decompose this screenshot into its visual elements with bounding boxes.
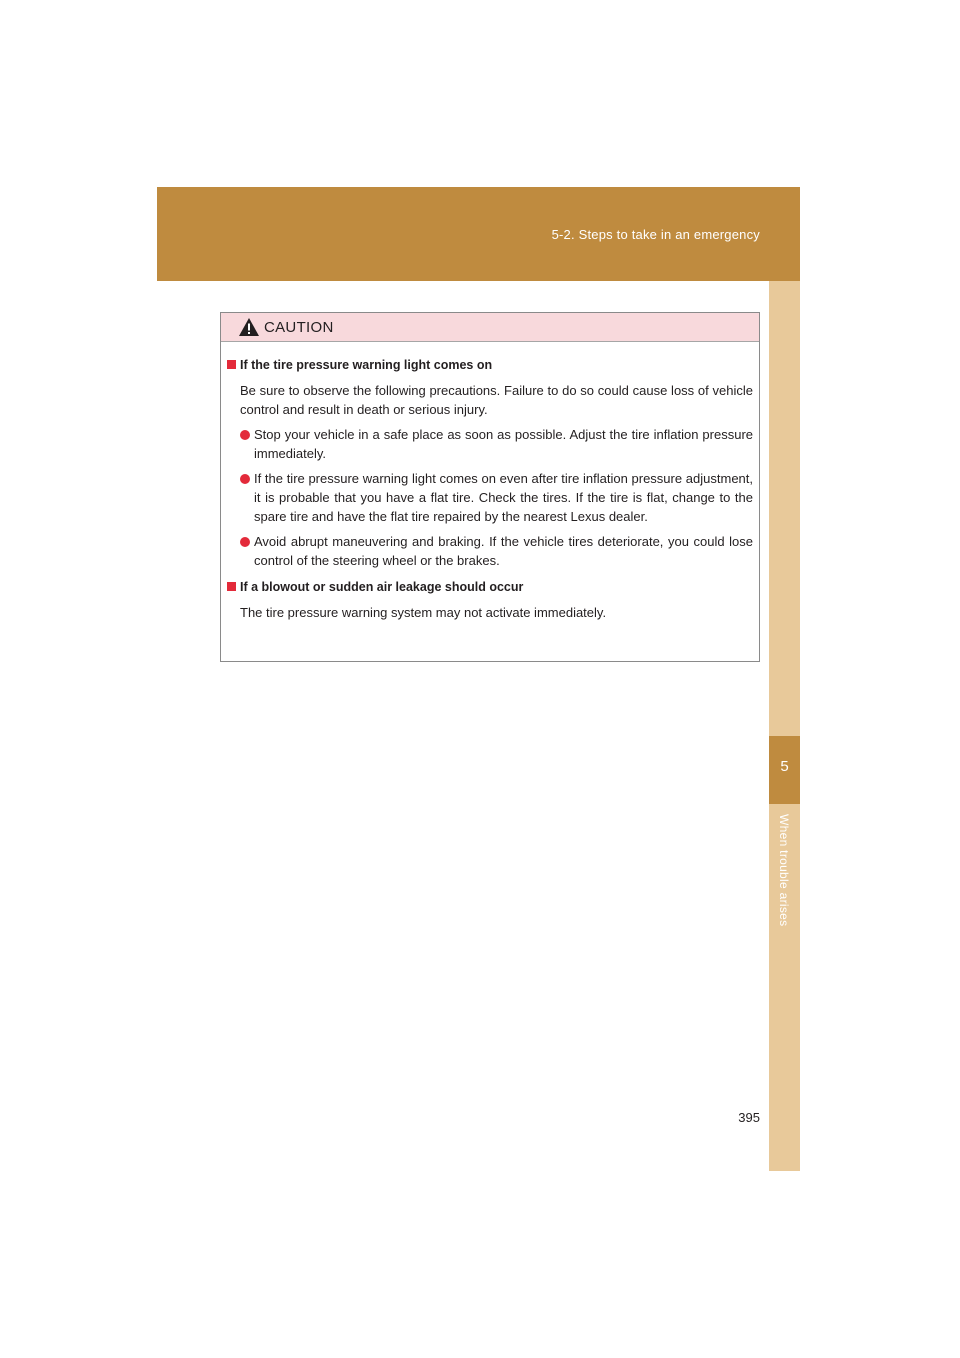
chapter-tab [769, 736, 800, 804]
square-bullet-icon [227, 360, 236, 369]
section-heading: If the tire pressure warning light comes on [227, 356, 753, 375]
list-item: If the tire pressure warning light comes on even after tire inflation pressure adjustment, it is probable that you have a flat tire. Check the tires. If the tire is flat, change to the spare tire and have the flat tire repaired by the nearest Lexus dealer. [227, 469, 753, 526]
caution-title: CAUTION [264, 319, 334, 336]
section-heading: If a blowout or sudden air leakage should occur [227, 578, 753, 597]
chapter-label [769, 814, 800, 974]
chapter-label-text: When trouble arises [777, 814, 791, 927]
list-item: Stop your vehicle in a safe place as soon as possible. Adjust the tire inflation pressure immediately. [227, 425, 753, 463]
square-bullet-icon [227, 582, 236, 591]
round-bullet-icon [240, 537, 250, 547]
section-header-band [157, 187, 800, 281]
warning-triangle-icon [238, 317, 260, 337]
caution-box [220, 312, 760, 662]
chapter-number: 5 [780, 758, 789, 775]
round-bullet-icon [240, 474, 250, 484]
list-item: Avoid abrupt maneuvering and braking. If the vehicle tires deteriorate, you could lose control of the steering wheel or the brakes. [227, 532, 753, 570]
section-title: 5-2. Steps to take in an emergency [551, 227, 760, 242]
page-number: 395 [738, 1110, 760, 1125]
caution-header [221, 313, 759, 342]
side-thumb-strip [769, 281, 800, 1171]
round-bullet-icon [240, 430, 250, 440]
section-text: The tire pressure warning system may not activate immediately. [240, 605, 607, 620]
section-text: Be sure to observe the following precautions. Failure to do so could cause loss of vehicle control and result in death or serious injury. [240, 383, 753, 417]
caution-body [221, 342, 759, 622]
